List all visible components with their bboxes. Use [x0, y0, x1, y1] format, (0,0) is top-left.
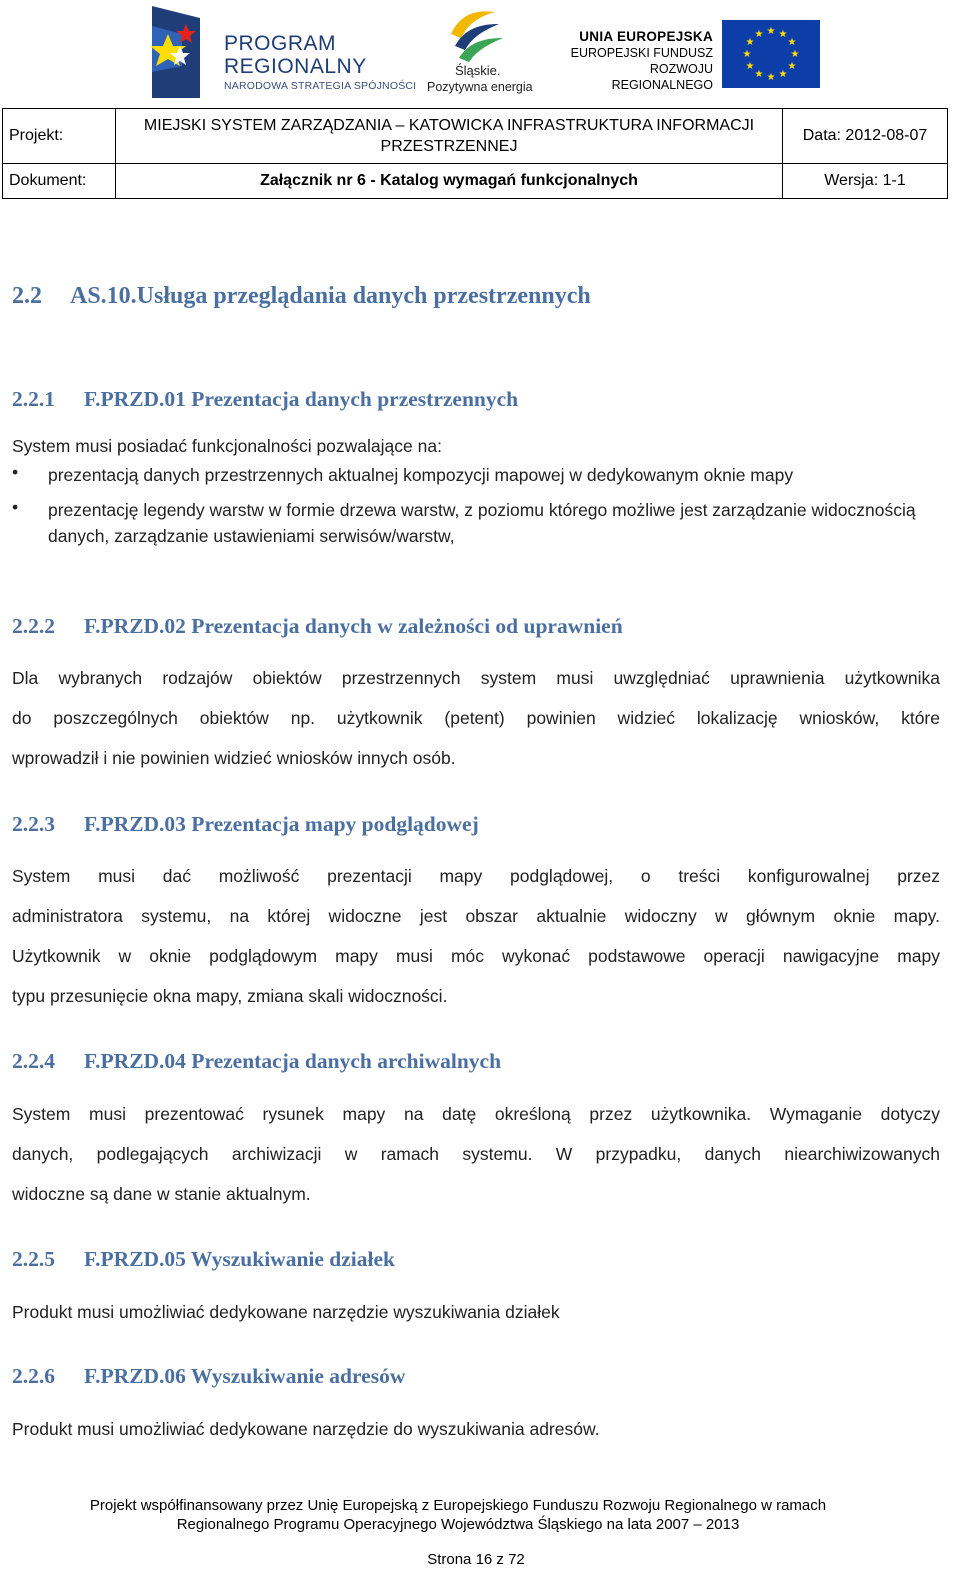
section-title: F.PRZD.03 Prezentacja mapy podglądowej [84, 812, 479, 836]
ue-logo-line2: EUROPEJSKI FUNDUSZ [570, 46, 713, 60]
projekt-value: MIEJSKI SYSTEM ZARZĄDZANIA – KATOWICKA INFRASTRUKTURA INFORMACJI PRZESTRZENNEJ [116, 109, 783, 164]
svg-text:★: ★ [766, 72, 776, 83]
svg-text:★: ★ [745, 37, 755, 48]
section-heading-2-2-2 [12, 614, 623, 639]
slaskie-logo [425, 6, 535, 98]
section-number: 2.2.1 [12, 387, 55, 411]
section-number: 2.2 [12, 283, 42, 309]
section-title: F.PRZD.02 Prezentacja danych w zależności od uprawnień [84, 614, 623, 638]
svg-text:★: ★ [787, 61, 797, 72]
paragraph-line: Produkt musi umożliwiać dedykowane narzędzie do wyszukiwania adresów. [12, 1419, 600, 1439]
section-heading-2-2-6 [12, 1364, 405, 1389]
section-number: 2.2.2 [12, 614, 55, 638]
section-number: 2.2.3 [12, 812, 55, 836]
slaskie-wave-icon [445, 6, 505, 64]
paragraph-line: widoczne są dane w stanie aktualnym. [12, 1184, 311, 1204]
section-title: AS.10.Usługa przeglądania danych przestrzennych [70, 283, 591, 309]
section-heading-2-2-3 [12, 812, 479, 837]
program-regionalny-emblem-icon [142, 6, 220, 102]
ue-logo-line3: ROZWOJU REGIONALNEGO [611, 62, 713, 92]
section-title: F.PRZD.01 Prezentacja danych przestrzennych [84, 387, 519, 411]
section-heading-2-2-1 [12, 387, 518, 412]
svg-text:★: ★ [778, 69, 788, 80]
paragraph-line: Użytkownik w oknie podglądowym mapy musi móc wykonać podstawowe operacji nawigacyjne mapy [12, 946, 940, 966]
paragraph-line: wprowadził i nie powinien widzieć wniosków innych osób. [12, 748, 456, 768]
section-heading-2-2-4 [12, 1049, 501, 1074]
footer-funding-line1: Projekt współfinansowany przez Unię Europejską z Europejskiego Funduszu Rozwoju Regionalnego w ramach [89, 1497, 827, 1514]
svg-text:★: ★ [787, 37, 797, 48]
document-header-table [2, 108, 948, 199]
svg-text:★: ★ [742, 49, 752, 60]
slaskie-logo-line2: Pozytywna energia [427, 80, 533, 94]
dokument-label: Dokument: [3, 164, 116, 199]
section-intro: System musi posiadać funkcjonalności pozwalające na: [12, 436, 442, 456]
slaskie-logo-line1: Śląskie. [455, 63, 501, 78]
logo-strip [0, 0, 960, 105]
program-logo-line2: REGIONALNY [224, 55, 367, 78]
paragraph-line: Produkt musi umożliwiać dedykowane narzędzie wyszukiwania działek [12, 1302, 560, 1322]
svg-text:★: ★ [754, 29, 764, 40]
paragraph-line: Dla wybranych rodzajów obiektów przestrzennych system musi uwzględniać uprawnienia użytkownika [12, 668, 940, 688]
section-number: 2.2.5 [12, 1247, 55, 1271]
dokument-value: Załącznik nr 6 - Katalog wymagań funkcjonalnych [116, 164, 783, 199]
bullet-icon: • [12, 462, 19, 482]
program-regionalny-logo [142, 6, 417, 102]
section-heading-2-2-5 [12, 1247, 395, 1272]
section-title: F.PRZD.06 Wyszukiwanie adresów [84, 1364, 406, 1388]
document-version: Wersja: 1-1 [783, 164, 948, 199]
bullet-icon: • [12, 497, 19, 517]
svg-text:★: ★ [766, 26, 776, 37]
eu-flag-icon [722, 20, 820, 88]
projekt-label: Projekt: [3, 109, 116, 164]
section-number: 2.2.4 [12, 1049, 55, 1073]
ue-logo-line1: UNIA EUROPEJSKA [579, 29, 713, 44]
section-title: F.PRZD.05 Wyszukiwanie działek [84, 1247, 395, 1271]
document-date: Data: 2012-08-07 [783, 109, 948, 164]
section-heading-2-2 [12, 283, 591, 310]
svg-text:★: ★ [790, 49, 800, 60]
program-logo-line3: NARODOWA STRATEGIA SPÓJNOŚCI [224, 80, 417, 92]
paragraph-line: System musi prezentować rysunek mapy na datę określoną przez użytkownika. Wymaganie dotyczy [12, 1104, 940, 1124]
svg-text:★: ★ [754, 69, 764, 80]
program-logo-line1: PROGRAM [224, 32, 337, 55]
page-number: Strona 16 z 72 [427, 1551, 525, 1568]
section-title: F.PRZD.04 Prezentacja danych archiwalnych [84, 1049, 502, 1073]
paragraph-line: danych, podlegających archiwizacji w ramach systemu. W przypadku, danych niearchiwizowanych [12, 1144, 940, 1164]
paragraph-line: do poszczególnych obiektów np. użytkownik (petent) powinien widzieć lokalizację wniosków, które [12, 708, 940, 728]
svg-text:★: ★ [745, 61, 755, 72]
svg-text:★: ★ [778, 29, 788, 40]
section-number: 2.2.6 [12, 1364, 55, 1388]
list-item-text: prezentację legendy warstw w formie drzewa warstw, z poziomu którego możliwe jest zarządzanie widocznością danych, zarządzanie ustawieniami serwisów/warstw, [48, 500, 916, 546]
paragraph-line: System musi dać możliwość prezentacji mapy podglądowej, o treści konfigurowalnej przez [12, 866, 940, 886]
paragraph-line: typu przesunięcie okna mapy, zmiana skali widoczności. [12, 986, 448, 1006]
footer-funding-line2: Regionalnego Programu Operacyjnego Województwa Śląskiego na lata 2007 – 2013 [176, 1516, 740, 1533]
paragraph-line: administratora systemu, na której widoczne jest obszar aktualnie widoczny w głównym oknie mapy. [12, 906, 940, 926]
list-item-text: prezentacją danych przestrzennych aktualnej kompozycji mapowej w dedykowanym oknie mapy [48, 465, 794, 485]
unia-europejska-logo [548, 20, 828, 90]
